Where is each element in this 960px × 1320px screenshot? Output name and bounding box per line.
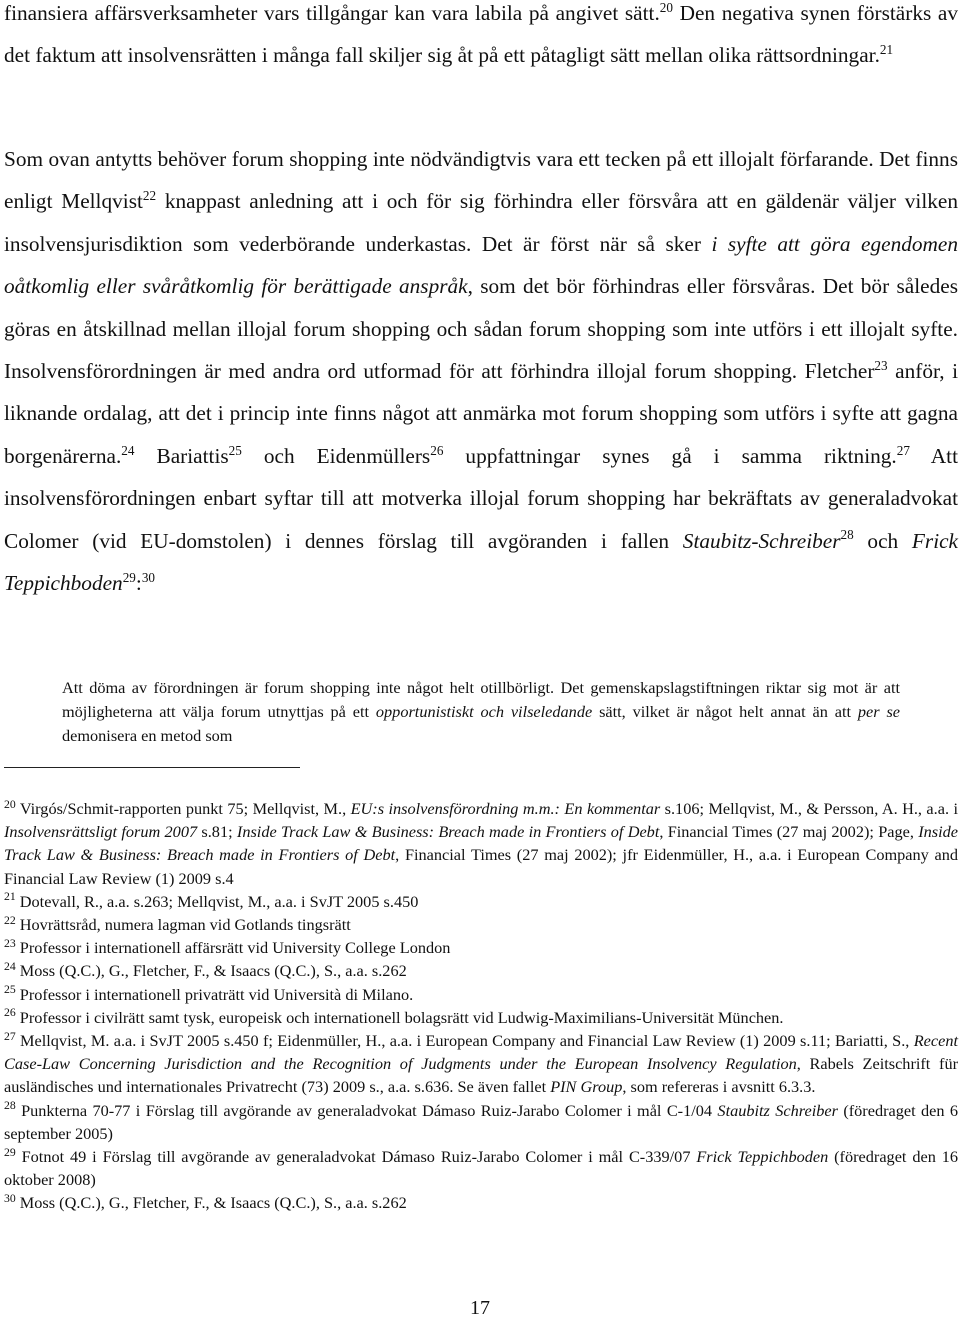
- text-run: , som det bör förhindras eller försvåras. Det bör således göras en åtskillnad mellan illojal forum shopping och sådan forum shopping som inte utförs i ett illojalt syfte. Insolvensförordningen är med andra ord utformad för att förhindra illojal forum shopping. Fletcher: [4, 274, 958, 384]
- footnote-ref-26[interactable]: 26: [430, 442, 444, 458]
- footnote-ref-23[interactable]: 23: [874, 357, 888, 373]
- page-number: 17: [470, 1297, 490, 1319]
- footnote-ref-29[interactable]: 29: [122, 569, 136, 585]
- footnote-number: 23: [4, 936, 16, 950]
- footnote-separator: [4, 767, 300, 768]
- text-run: , Financial Times (27 maj 2002); Page,: [659, 822, 919, 842]
- footnote-number: 25: [4, 983, 16, 997]
- footnote-number: 21: [4, 890, 16, 904]
- footnote-28: [4, 1099, 958, 1145]
- footnote-23: [4, 936, 958, 959]
- text-run: Bariattis: [134, 443, 229, 468]
- footnote-number: 27: [4, 1029, 16, 1043]
- italic-emphasis: i syfte att göra egendomen oåtkomlig eller svåråtkomlig för berättigade anspråk: [4, 231, 959, 299]
- text-run: s.81;: [197, 822, 237, 842]
- footnote-25: [4, 983, 958, 1006]
- text-run: , Financial Times (27 maj 2002); jfr Eidenmüller, H., a.a. i European Company and Financial Law Review (1) 2009 s.4: [4, 845, 958, 888]
- italic-title: Staubitz Schreiber: [717, 1100, 838, 1120]
- text-run: s.106; Mellqvist, M., & Persson, A. H., a.a. i: [660, 799, 958, 818]
- italic-emphasis: opportunistiskt och vilseledande: [375, 701, 593, 721]
- text-run: Den negativa synen förstärks av det faktum att insolvensrätten i många fall skiljer sig åt på ett påtagligt sätt mellan olika rättsordningar.: [4, 1, 958, 68]
- footnote-number: 26: [4, 1006, 16, 1020]
- text-run: (föredraget den 16 oktober 2008): [4, 1147, 959, 1190]
- footnote-ref-20[interactable]: 20: [659, 0, 673, 15]
- footnote-29: [4, 1145, 958, 1191]
- text-run: demonisera en metod som: [62, 725, 233, 745]
- italic-title: Inside Track Law & Business: Breach made in Frontiers of Debt: [236, 822, 660, 842]
- footnote-27: [4, 1029, 958, 1099]
- text-run: Hovrättsråd, numera lagman vid Gotlands tingsrätt: [15, 915, 351, 935]
- text-run: Att döma av förordningen är forum shopping inte något helt otillbörligt. Det gemenskapslagstiftningen riktar sig mot är att möjligheterna att välja forum utnyttjas på ett: [62, 678, 900, 721]
- footnotes-section: [4, 797, 958, 1215]
- footnote-30: [4, 1191, 958, 1214]
- footnote-24: [4, 959, 958, 982]
- case-name-italic: Staubitz-Schreiber: [682, 528, 841, 553]
- text-run: anför, i liknande ordalag, att det i princip inte finns något att anmärka mot forum shopping som utförs i syfte att gagna borgenärerna.: [4, 359, 958, 468]
- footnote-ref-30[interactable]: 30: [141, 569, 155, 585]
- case-name-italic: Frick Teppichboden: [4, 528, 959, 596]
- text-run: uppfattningar synes gå i samma riktning.: [443, 443, 897, 468]
- italic-title: Insolvensrättsligt forum 2007: [4, 822, 198, 842]
- footnote-number: 30: [4, 1192, 16, 1205]
- text-run: Professor i internationell affärsrätt vid University College London: [15, 938, 451, 958]
- footnote-ref-25[interactable]: 25: [228, 442, 242, 458]
- text-run: Mellqvist, M. a.a. i SvJT 2005 s.450 f; Eidenmüller, H., a.a. i European Company and Financial Law Review (1) 2009 s.11; Bariatti, S.,: [15, 1031, 914, 1051]
- text-run: Att insolvensförordningen enbart syftar till att motverka illojal forum shopping har bekräftats av generaladvokat Colomer (vid EU-domstolen) i dennes förslag till avgöranden i fallen: [4, 443, 958, 553]
- footnote-ref-24[interactable]: 24: [121, 442, 135, 458]
- body-paragraph-2: [4, 138, 958, 604]
- italic-title: PIN Group: [550, 1077, 623, 1097]
- footnote-21: [4, 890, 958, 913]
- footnote-20: [4, 797, 958, 890]
- body-paragraph-1: [4, 0, 958, 77]
- text-run: och Eidenmüllers: [241, 443, 431, 468]
- italic-title: EU:s insolvensförordning m.m.: En kommentar: [350, 799, 661, 818]
- text-run: Virgós/Schmit-rapporten punkt 75; Mellqvist, M.,: [15, 799, 351, 818]
- text-run: Professor i internationell privaträtt vid Università di Milano.: [15, 984, 414, 1004]
- block-quote: [62, 676, 900, 747]
- text-run: Moss (Q.C.), G., Fletcher, F., & Isaacs (Q.C.), S., a.a. s.262: [15, 961, 407, 981]
- footnote-number: 24: [4, 959, 16, 973]
- footnote-ref-27[interactable]: 27: [896, 442, 910, 458]
- italic-title: Frick Teppichboden: [696, 1147, 829, 1167]
- text-run: :: [135, 571, 142, 596]
- text-run: finansiera affärsverksamheter vars tillgångar kan vara labila på angivet sätt.: [4, 1, 660, 25]
- footnote-number: 22: [4, 913, 16, 927]
- footnote-ref-22[interactable]: 22: [142, 188, 157, 204]
- text-run: , som refereras i avsnitt 6.3.3.: [622, 1077, 816, 1097]
- italic-emphasis: per se: [857, 701, 901, 721]
- text-run: Moss (Q.C.), G., Fletcher, F., & Isaacs (Q.C.), S., a.a. s.262: [15, 1193, 407, 1213]
- footnote-26: [4, 1006, 958, 1029]
- italic-title: Recent Case-Law Concerning Jurisdiction and the Recognition of Judgments under the European Insolvency Regulation: [4, 1031, 958, 1074]
- italic-title: Inside Track Law & Business: Breach made in Frontiers of Debt: [4, 822, 959, 865]
- footnote-number: 20: [4, 797, 16, 811]
- footnote-number: 28: [4, 1099, 16, 1113]
- text-run: Professor i civilrätt samt tysk, europeisk och internationell bolagsrätt vid Ludwig-Maximilians-Universität München.: [15, 1007, 784, 1027]
- footnote-22: [4, 913, 958, 936]
- footnote-ref-21[interactable]: 21: [879, 42, 894, 58]
- text-run: knappast anledning att i och för sig förhindra eller försvåra att en gäldenär väljer vilken insolvensjurisdiktion som vederbörande underkastas. Det är först när så sker: [4, 189, 959, 256]
- footnote-number: 29: [4, 1145, 16, 1159]
- text-run: , Rabels Zeitschrift für ausländisches und internationales Privatrecht (73) 2009 s., a.a. s.636. Se även fallet: [4, 1054, 959, 1097]
- text-run: Fotnot 49 i Förslag till avgörande av generaladvokat Dámaso Ruiz-Jarabo Colomer i mål C-339/07: [15, 1147, 697, 1167]
- text-run: Dotevall, R., a.a. s.263; Mellqvist, M., a.a. i SvJT 2005 s.450: [15, 891, 419, 911]
- text-run: Punkterna 70-77 i Förslag till avgörande av generaladvokat Dámaso Ruiz-Jarabo Colomer i mål C-1/04: [15, 1100, 718, 1120]
- text-run: sätt, vilket är något helt annat än att: [592, 701, 858, 721]
- footnote-ref-28[interactable]: 28: [840, 527, 854, 543]
- text-run: och: [853, 528, 912, 553]
- text-run: (föredraget den 6 september 2005): [4, 1100, 959, 1143]
- text-run: Som ovan antytts behöver forum shopping inte nödvändigtvis vara ett tecken på ett illojalt förfarande. Det finns enligt Mellqvist: [4, 147, 958, 214]
